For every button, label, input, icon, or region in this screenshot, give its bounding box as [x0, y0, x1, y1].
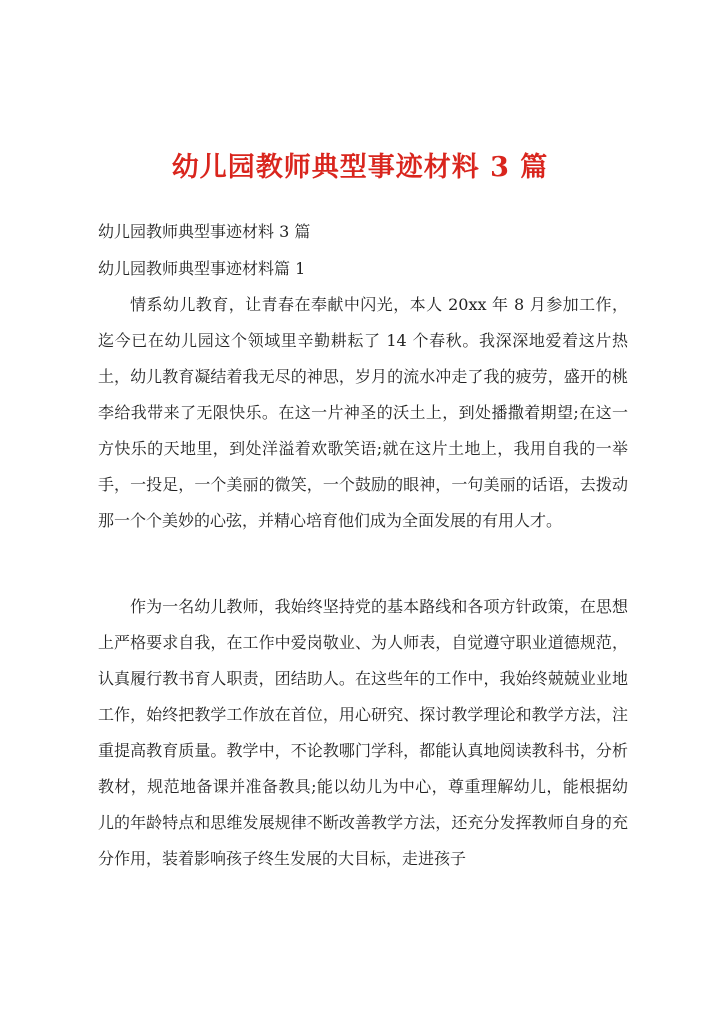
section-heading: 幼儿园教师典型事迹材料篇 1	[98, 259, 306, 278]
document-subtitle: 幼儿园教师典型事迹材料 3 篇	[98, 222, 311, 241]
body-paragraph: 情系幼儿教育，让青春在奉献中闪光，本人 20xx 年 8 月参加工作，迄今已在幼儿园这个领域里辛勤耕耘了 14 个春秋。我深深地爱着这片热土，幼儿教育凝结着我无尽的神思，岁月的流水冲走了我的疲劳，盛开的桃李给我带来了无限快乐。在这一片神圣的沃土上，到处播撒着期望;在这一方快乐的天地里，到处洋溢着欢歌笑语;就在这片土地上，我用自我的一举手，一投足，一个美丽的微笑，一个鼓励的眼神，一句美丽的话语，去拨动那一个个美妙的心弦，并精心培育他们成为全面发展的有用人才。	[98, 295, 628, 530]
body-paragraph: 作为一名幼儿教师，我始终坚持党的基本路线和各项方针政策，在思想上严格要求自我，在工作中爱岗敬业、为人师表，自觉遵守职业道德规范，认真履行教书育人职责，团结助人。在这些年的工作中，我始终兢兢业业地工作，始终把教学工作放在首位，用心研究、探讨教学理论和教学方法，注重提高教育质量。教学中，不论教哪门学科，都能认真地阅读教科书，分析教材，规范地备课并准备教具;能以幼儿为中心，尊重理解幼儿，能根据幼儿的年龄特点和思维发展规律不断改善教学方法，还充分发挥教师自身的充分作用，装着影响孩子终生发展的大目标，走进孩子	[98, 597, 628, 868]
document-title: 幼儿园教师典型事迹材料 3 篇	[171, 152, 549, 183]
